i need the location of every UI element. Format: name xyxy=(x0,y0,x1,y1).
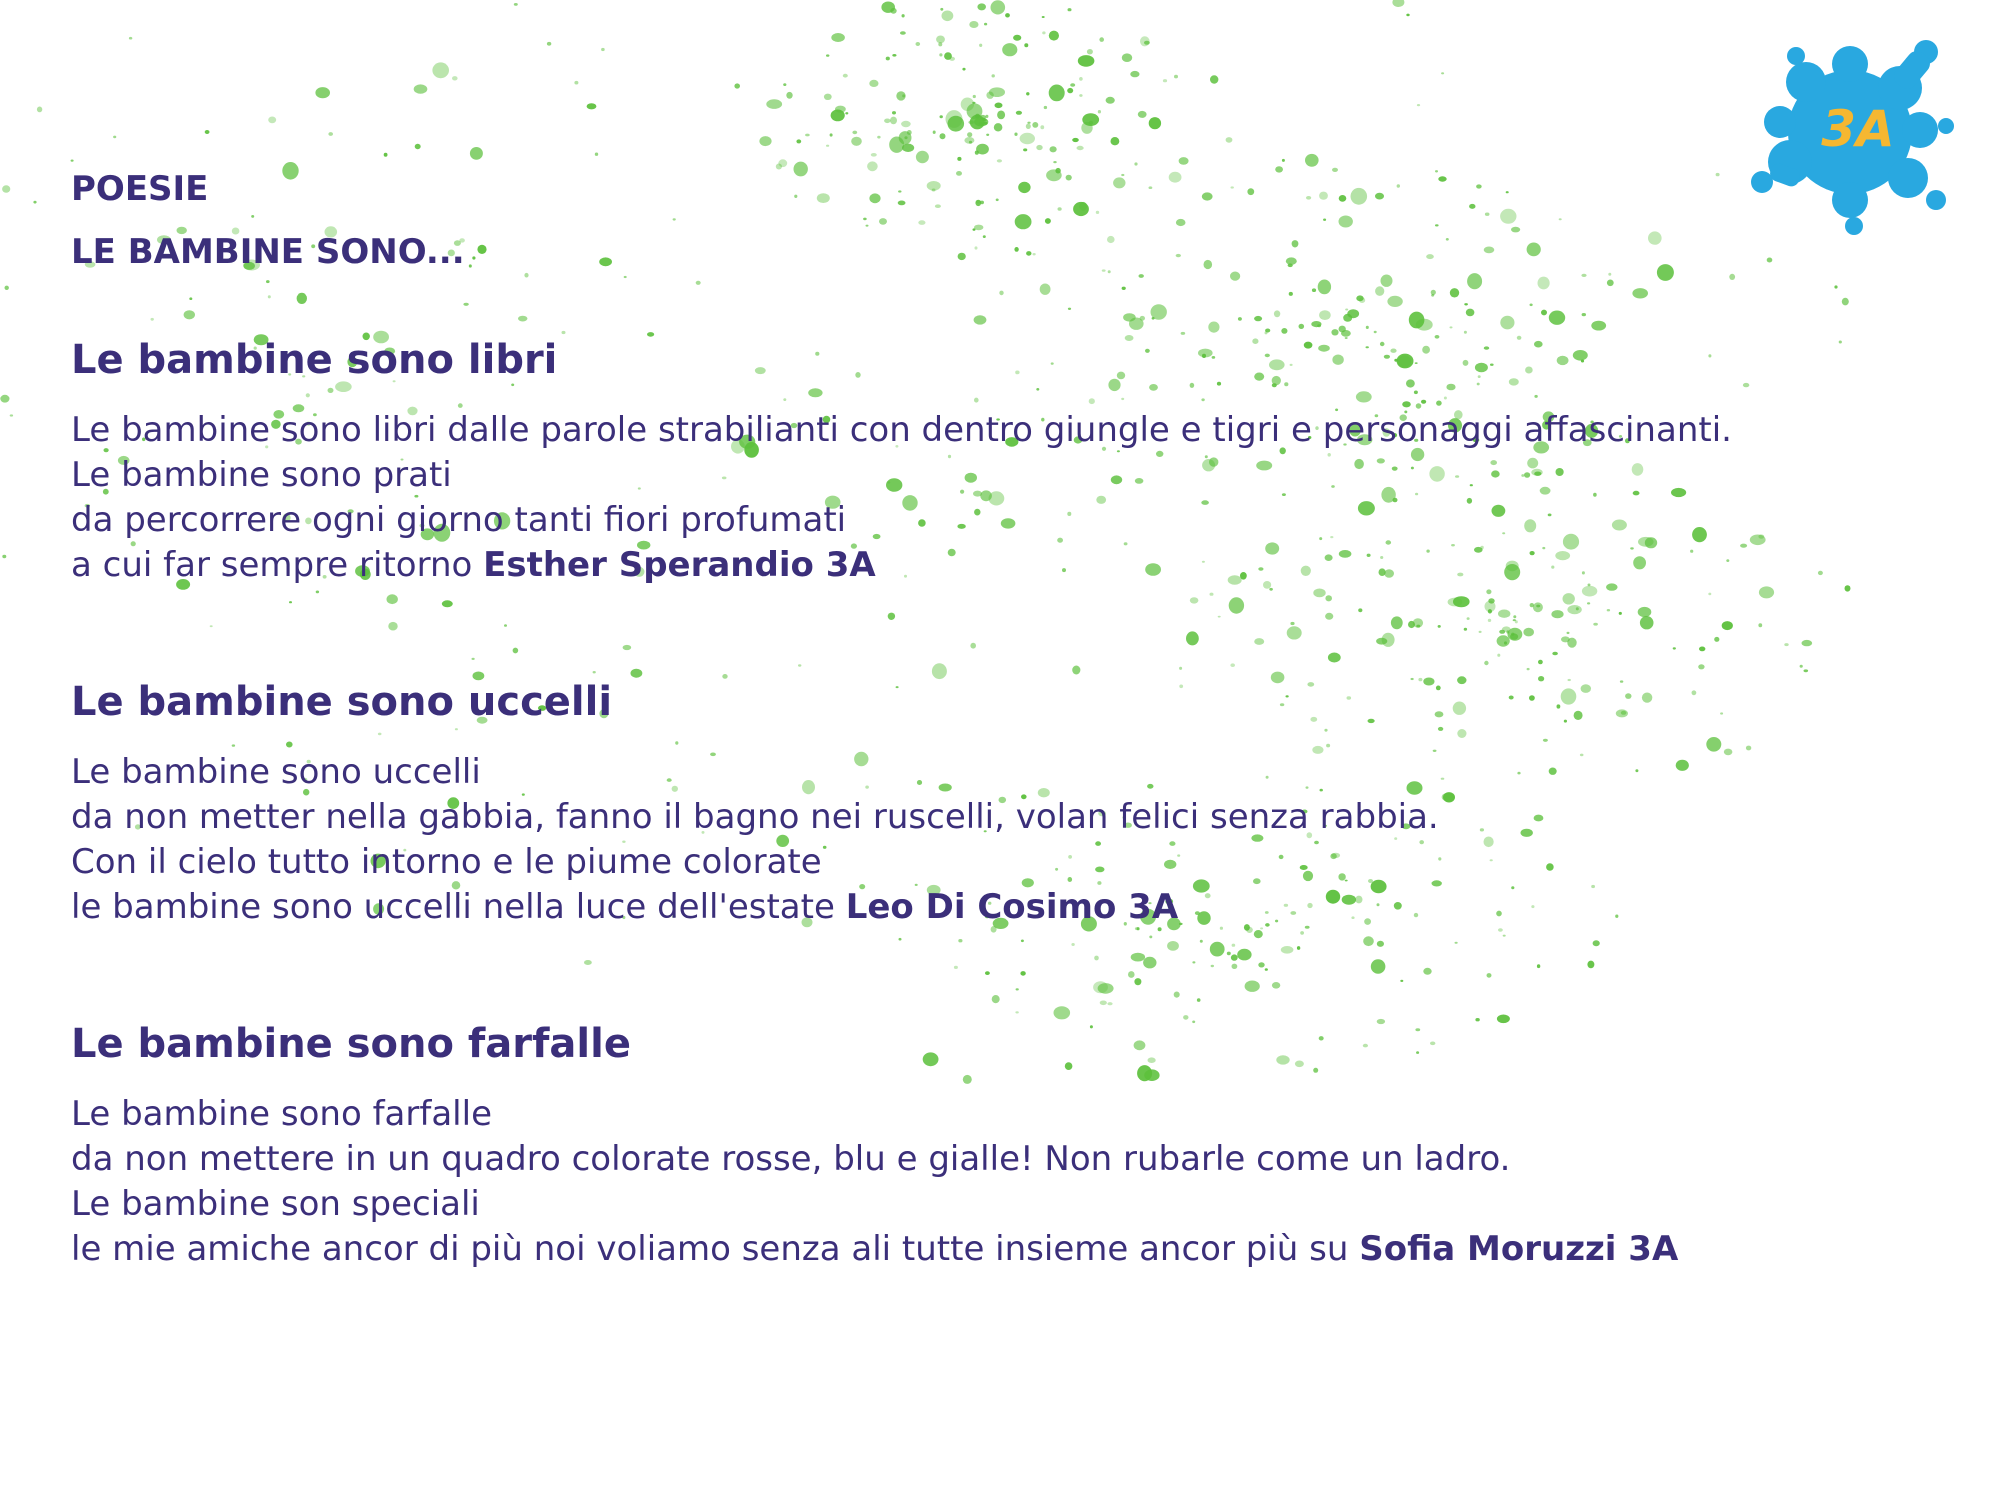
poem-last-line xyxy=(71,543,1732,588)
poem-last-line xyxy=(71,1227,1678,1272)
poem-title: Le bambine sono farfalle xyxy=(71,1021,631,1067)
poem-title: Le bambine sono uccelli xyxy=(71,679,613,725)
badge-label: 3A xyxy=(1821,100,1895,158)
poem-author: Esther Sperandio 3A xyxy=(483,545,876,585)
poem-libri xyxy=(71,336,1732,588)
poem-farfalle xyxy=(71,1020,1678,1272)
section-title: POESIE xyxy=(71,169,209,209)
poem-line: da non mettere in un quadro colorate rosse, blu e gialle! Non rubarle come un ladro. xyxy=(71,1139,1511,1179)
poem-line: Le bambine sono farfalle xyxy=(71,1094,492,1134)
poem-line: Le bambine sono libri dalle parole strabilianti con dentro giungle e tigri e personaggi affascinanti. xyxy=(71,410,1732,450)
poem-last-line xyxy=(71,885,1439,930)
poem-line-text: le bambine sono uccelli nella luce dell'estate xyxy=(71,887,835,927)
poem-line-text: a cui far sempre ritorno xyxy=(71,545,473,585)
page-header xyxy=(71,158,465,284)
poem-line: Le bambine sono uccelli xyxy=(71,752,481,792)
poem-uccelli xyxy=(71,678,1439,930)
class-badge xyxy=(1750,30,1960,240)
poem-line: Con il cielo tutto intorno e le piume colorate xyxy=(71,842,822,882)
poem-line: Le bambine sono prati xyxy=(71,455,452,495)
poem-line: da non metter nella gabbia, fanno il bagno nei ruscelli, volan felici senza rabbia. xyxy=(71,797,1439,837)
poem-title: Le bambine sono libri xyxy=(71,337,558,383)
poem-author: Sofia Moruzzi 3A xyxy=(1359,1229,1679,1269)
poem-line: Le bambine son speciali xyxy=(71,1184,480,1224)
section-subtitle: LE BAMBINE SONO... xyxy=(71,232,465,272)
poem-line-text: le mie amiche ancor di più noi voliamo senza ali tutte insieme ancor più su xyxy=(71,1229,1349,1269)
poem-author: Leo Di Cosimo 3A xyxy=(845,887,1179,927)
poem-line: da percorrere ogni giorno tanti fiori profumati xyxy=(71,500,847,540)
